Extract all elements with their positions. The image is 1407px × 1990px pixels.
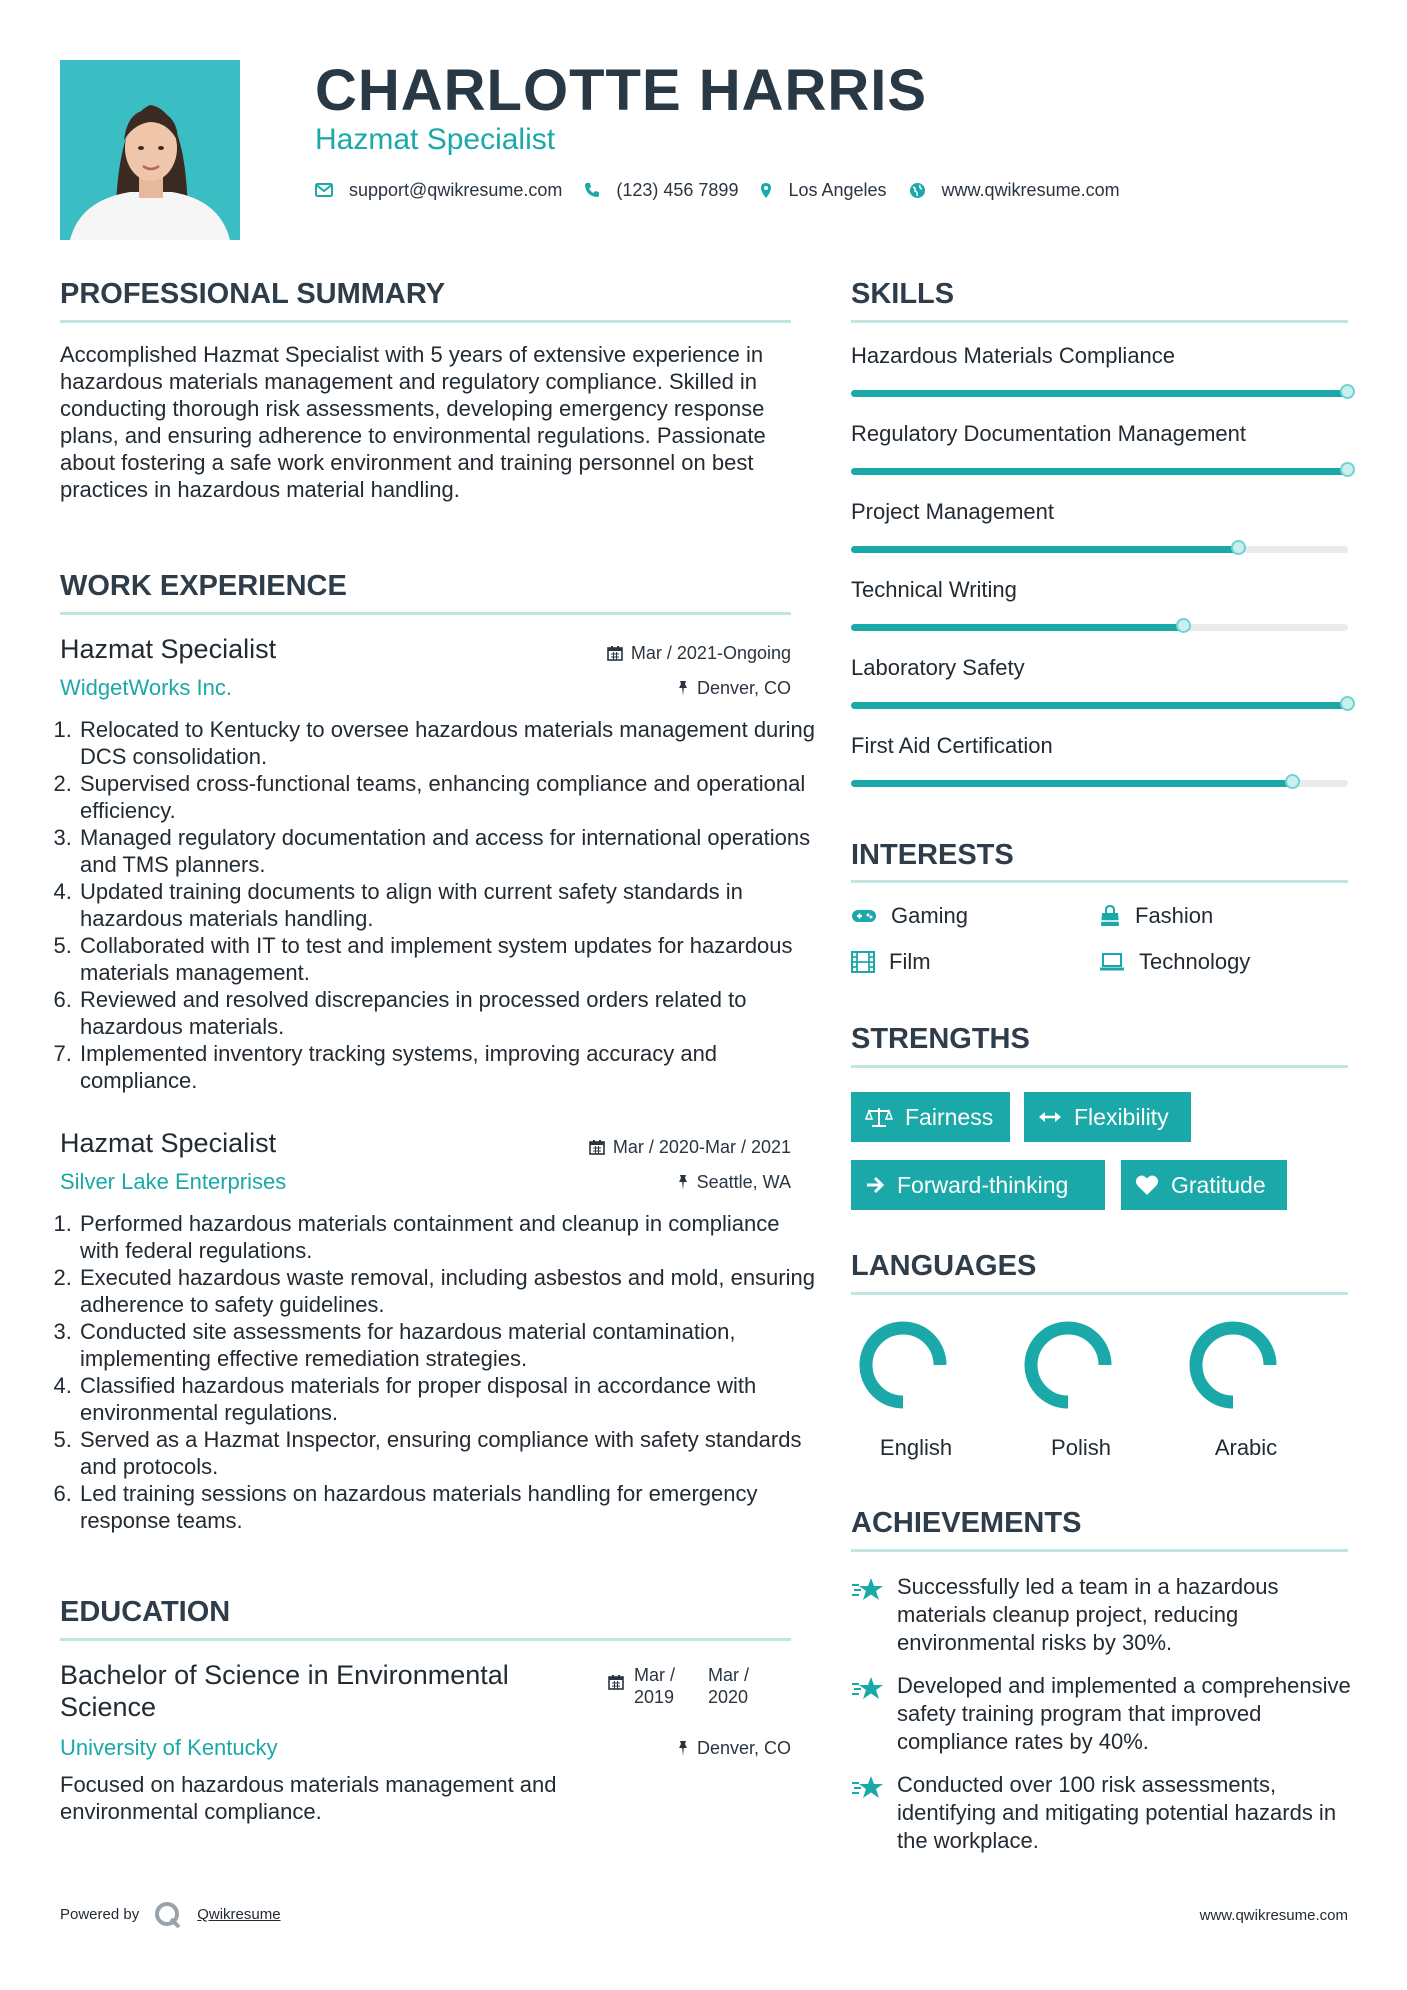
shopping-bag-icon bbox=[1099, 905, 1121, 927]
achievement-text: Conducted over 100 risk assessments, identifying and mitigating potential hazards in the workplace. bbox=[897, 1772, 1337, 1853]
pin-icon bbox=[677, 1740, 689, 1757]
contact-location-text: Los Angeles bbox=[788, 180, 887, 200]
language-name: Polish bbox=[1051, 1435, 1111, 1460]
job-1-location-text: Denver, CO bbox=[696, 678, 791, 698]
interest-item bbox=[1099, 902, 1213, 930]
contact-email[interactable] bbox=[315, 178, 562, 202]
interest-label: Technology bbox=[1139, 949, 1251, 974]
skill-bar bbox=[851, 702, 1348, 709]
job-1-dates-text: Mar / 2021-Ongoing bbox=[630, 643, 791, 663]
list-item: 3. Managed regulatory documentation and access for international operations and TMS planners. bbox=[78, 824, 815, 878]
contact-email-text: support@qwikresume.com bbox=[349, 180, 563, 200]
skill-bar-knob bbox=[1285, 774, 1300, 789]
envelope-icon bbox=[315, 183, 333, 197]
language-item bbox=[1016, 1315, 1146, 1462]
avatar bbox=[60, 60, 240, 240]
education-school: University of Kentucky bbox=[60, 1735, 278, 1760]
skill-bar-fill bbox=[851, 780, 1293, 787]
languages-heading: LANGUAGES bbox=[851, 1250, 1037, 1282]
list-item: 1. Relocated to Kentucky to oversee hazardous materials management during DCS consolidation. bbox=[78, 716, 815, 770]
skill-bar-fill bbox=[851, 546, 1239, 553]
education-date-start: Mar / 2019 bbox=[634, 1665, 676, 1707]
footer-brand bbox=[60, 1900, 281, 1930]
list-item: 5. Collaborated with IT to test and implement system updates for hazardous materials management. bbox=[78, 932, 815, 986]
interests-divider bbox=[851, 880, 1348, 883]
list-item: 1. Performed hazardous materials containment and cleanup in compliance with federal regulations. bbox=[78, 1210, 815, 1264]
achievement-text: Successfully led a team in a hazardous materials cleanup project, reducing environmental risks by 30%. bbox=[897, 1574, 1279, 1655]
gamepad-icon bbox=[851, 908, 877, 924]
education-heading: EDUCATION bbox=[60, 1596, 231, 1628]
contact-phone[interactable] bbox=[584, 178, 738, 202]
pin-icon bbox=[677, 1174, 689, 1191]
arrow-right-icon bbox=[865, 1175, 885, 1195]
laptop-icon bbox=[1099, 952, 1125, 972]
skill-bar-fill bbox=[851, 468, 1348, 475]
education-dates bbox=[608, 1664, 768, 1708]
strength-tag bbox=[1024, 1092, 1191, 1142]
qwikresume-logo-icon bbox=[153, 1900, 183, 1930]
list-item: 3. Conducted site assessments for hazardous material contamination, implementing effective remediation strategies. bbox=[78, 1318, 815, 1372]
contact-bar bbox=[315, 178, 1142, 202]
job-2-duties bbox=[58, 1210, 815, 1534]
education-location-text: Denver, CO bbox=[696, 1738, 791, 1758]
list-item: 7. Implemented inventory tracking systems, improving accuracy and compliance. bbox=[78, 1040, 815, 1094]
contact-location bbox=[760, 178, 886, 202]
interest-item bbox=[1099, 948, 1250, 976]
interest-label: Film bbox=[889, 949, 931, 974]
skill-bar bbox=[851, 624, 1348, 631]
strength-tag bbox=[851, 1092, 1010, 1142]
balance-scale-icon bbox=[865, 1106, 893, 1128]
job-1-company: WidgetWorks Inc. bbox=[60, 675, 232, 700]
job-1-duties bbox=[58, 716, 815, 1094]
skills-divider bbox=[851, 320, 1348, 323]
experience-divider bbox=[60, 612, 791, 615]
skill-bar-knob bbox=[1231, 540, 1246, 555]
skill-bar-fill bbox=[851, 390, 1348, 397]
list-item: 6. Led training sessions on hazardous materials handling for emergency response teams. bbox=[78, 1480, 815, 1534]
phone-icon bbox=[584, 182, 600, 198]
skill-bar bbox=[851, 468, 1348, 475]
interest-label: Gaming bbox=[891, 903, 969, 928]
education-location bbox=[500, 1736, 791, 1760]
star-icon bbox=[851, 1676, 885, 1700]
skill-bar-fill bbox=[851, 702, 1348, 709]
skill-bar-knob bbox=[1340, 462, 1355, 477]
job-2-company: Silver Lake Enterprises bbox=[60, 1169, 287, 1194]
summary-divider bbox=[60, 320, 791, 323]
map-marker-icon bbox=[760, 182, 772, 199]
experience-heading: WORK EXPERIENCE bbox=[60, 570, 347, 602]
achievement-item bbox=[851, 1771, 1356, 1855]
skill-bar-knob bbox=[1340, 384, 1355, 399]
achievement-text: Developed and implemented a comprehensive safety training program that improved compliance rates by 40%. bbox=[897, 1673, 1351, 1754]
contact-website-text: www.qwikresume.com bbox=[941, 180, 1120, 200]
language-name: English bbox=[879, 1435, 953, 1460]
heart-icon bbox=[1135, 1174, 1159, 1196]
skill-name: First Aid Certification bbox=[851, 733, 1053, 758]
skill-name: Technical Writing bbox=[851, 577, 1017, 602]
education-date-end: Mar / 2020 bbox=[708, 1665, 750, 1707]
profile-photo bbox=[60, 60, 240, 240]
skill-name: Hazardous Materials Compliance bbox=[851, 343, 1176, 368]
languages-divider bbox=[851, 1292, 1348, 1295]
education-description: Focused on hazardous materials management and environmental compliance. bbox=[60, 1772, 557, 1824]
summary-text: Accomplished Hazmat Specialist with 5 years of extensive experience in hazardous materials management and regulatory compliance. Skilled in conducting thorough risk assessments, developing emergency response plans, and ensuring adherence to environmental regulations. Passionate about fostering a safe work environment and training personnel on best practices in hazardous material handling. bbox=[60, 342, 766, 502]
interest-item bbox=[851, 902, 968, 930]
qwikresume-link[interactable]: Qwikresume bbox=[197, 1906, 281, 1923]
footer-website[interactable]: www.qwikresume.com bbox=[1199, 1907, 1348, 1924]
job-1-dates bbox=[500, 641, 791, 665]
film-icon bbox=[851, 951, 875, 973]
education-divider bbox=[60, 1638, 791, 1641]
job-2-location bbox=[500, 1170, 791, 1194]
job-2-dates bbox=[480, 1135, 791, 1159]
skill-bar bbox=[851, 780, 1348, 787]
candidate-name: CHARLOTTE HARRIS bbox=[315, 58, 928, 123]
star-icon bbox=[851, 1775, 885, 1799]
skill-name: Regulatory Documentation Management bbox=[851, 421, 1247, 446]
list-item: 6. Reviewed and resolved discrepancies in processed orders related to hazardous materials. bbox=[78, 986, 815, 1040]
strength-tag bbox=[1121, 1160, 1287, 1210]
language-ring-arc bbox=[866, 1328, 940, 1402]
job-1-location bbox=[500, 676, 791, 700]
language-ring-arc bbox=[1196, 1328, 1270, 1402]
globe-icon bbox=[909, 182, 926, 199]
skill-name: Laboratory Safety bbox=[851, 655, 1025, 680]
calendar-icon bbox=[589, 1139, 605, 1155]
strength-label: Flexibility bbox=[1074, 1103, 1169, 1130]
job-2-location-text: Seattle, WA bbox=[696, 1172, 791, 1192]
skill-bar-knob bbox=[1176, 618, 1191, 633]
list-item: 4. Classified hazardous materials for proper disposal in accordance with environmental regulations. bbox=[78, 1372, 815, 1426]
list-item: 2. Supervised cross-functional teams, enhancing compliance and operational efficiency. bbox=[78, 770, 815, 824]
interests-heading: INTERESTS bbox=[851, 839, 1014, 871]
language-item bbox=[1181, 1315, 1311, 1462]
skill-bar bbox=[851, 546, 1348, 553]
skill-bar-fill bbox=[851, 624, 1184, 631]
education-degree: Bachelor of Science in Environmental Science bbox=[60, 1660, 509, 1722]
job-2-dates-text: Mar / 2020-Mar / 2021 bbox=[612, 1137, 791, 1157]
list-item: 2. Executed hazardous waste removal, including asbestos and mold, ensuring adherence to safety guidelines. bbox=[78, 1264, 815, 1318]
arrows-horizontal-icon bbox=[1038, 1110, 1062, 1124]
strength-label: Gratitude bbox=[1171, 1171, 1266, 1198]
calendar-icon bbox=[608, 1674, 624, 1690]
skill-name: Project Management bbox=[851, 499, 1054, 524]
calendar-icon bbox=[607, 645, 623, 661]
language-name: Arabic bbox=[1214, 1435, 1278, 1460]
strengths-heading: STRENGTHS bbox=[851, 1023, 1030, 1055]
pin-icon bbox=[677, 680, 689, 697]
achievement-item bbox=[851, 1672, 1356, 1756]
language-ring-arc bbox=[1031, 1328, 1105, 1402]
language-proficiency-ring bbox=[851, 1315, 981, 1415]
interest-item bbox=[851, 948, 931, 976]
contact-phone-text: (123) 456 7899 bbox=[616, 180, 739, 200]
interest-label: Fashion bbox=[1135, 903, 1214, 928]
contact-website[interactable] bbox=[909, 178, 1120, 202]
list-item: 5. Served as a Hazmat Inspector, ensuring compliance with safety standards and protocols. bbox=[78, 1426, 815, 1480]
achievement-item bbox=[851, 1573, 1356, 1657]
job-1-title: Hazmat Specialist bbox=[60, 634, 277, 664]
star-icon bbox=[851, 1577, 885, 1601]
strengths-divider bbox=[851, 1065, 1348, 1068]
strength-tag bbox=[851, 1160, 1105, 1210]
achievements-divider bbox=[851, 1549, 1348, 1552]
achievements-heading: ACHIEVEMENTS bbox=[851, 1507, 1082, 1539]
candidate-title: Hazmat Specialist bbox=[315, 123, 556, 156]
powered-by-text: Powered by bbox=[60, 1906, 140, 1923]
skills-heading: SKILLS bbox=[851, 278, 955, 310]
language-proficiency-ring bbox=[1016, 1315, 1146, 1415]
skill-bar-knob bbox=[1340, 696, 1355, 711]
job-2-title: Hazmat Specialist bbox=[60, 1128, 277, 1158]
language-item bbox=[851, 1315, 981, 1462]
summary-heading: PROFESSIONAL SUMMARY bbox=[60, 278, 446, 310]
strength-label: Forward-thinking bbox=[897, 1171, 1069, 1198]
list-item: 4. Updated training documents to align with current safety standards in hazardous materials handling. bbox=[78, 878, 815, 932]
language-proficiency-ring bbox=[1181, 1315, 1311, 1415]
skill-bar bbox=[851, 390, 1348, 397]
strength-label: Fairness bbox=[905, 1103, 994, 1130]
